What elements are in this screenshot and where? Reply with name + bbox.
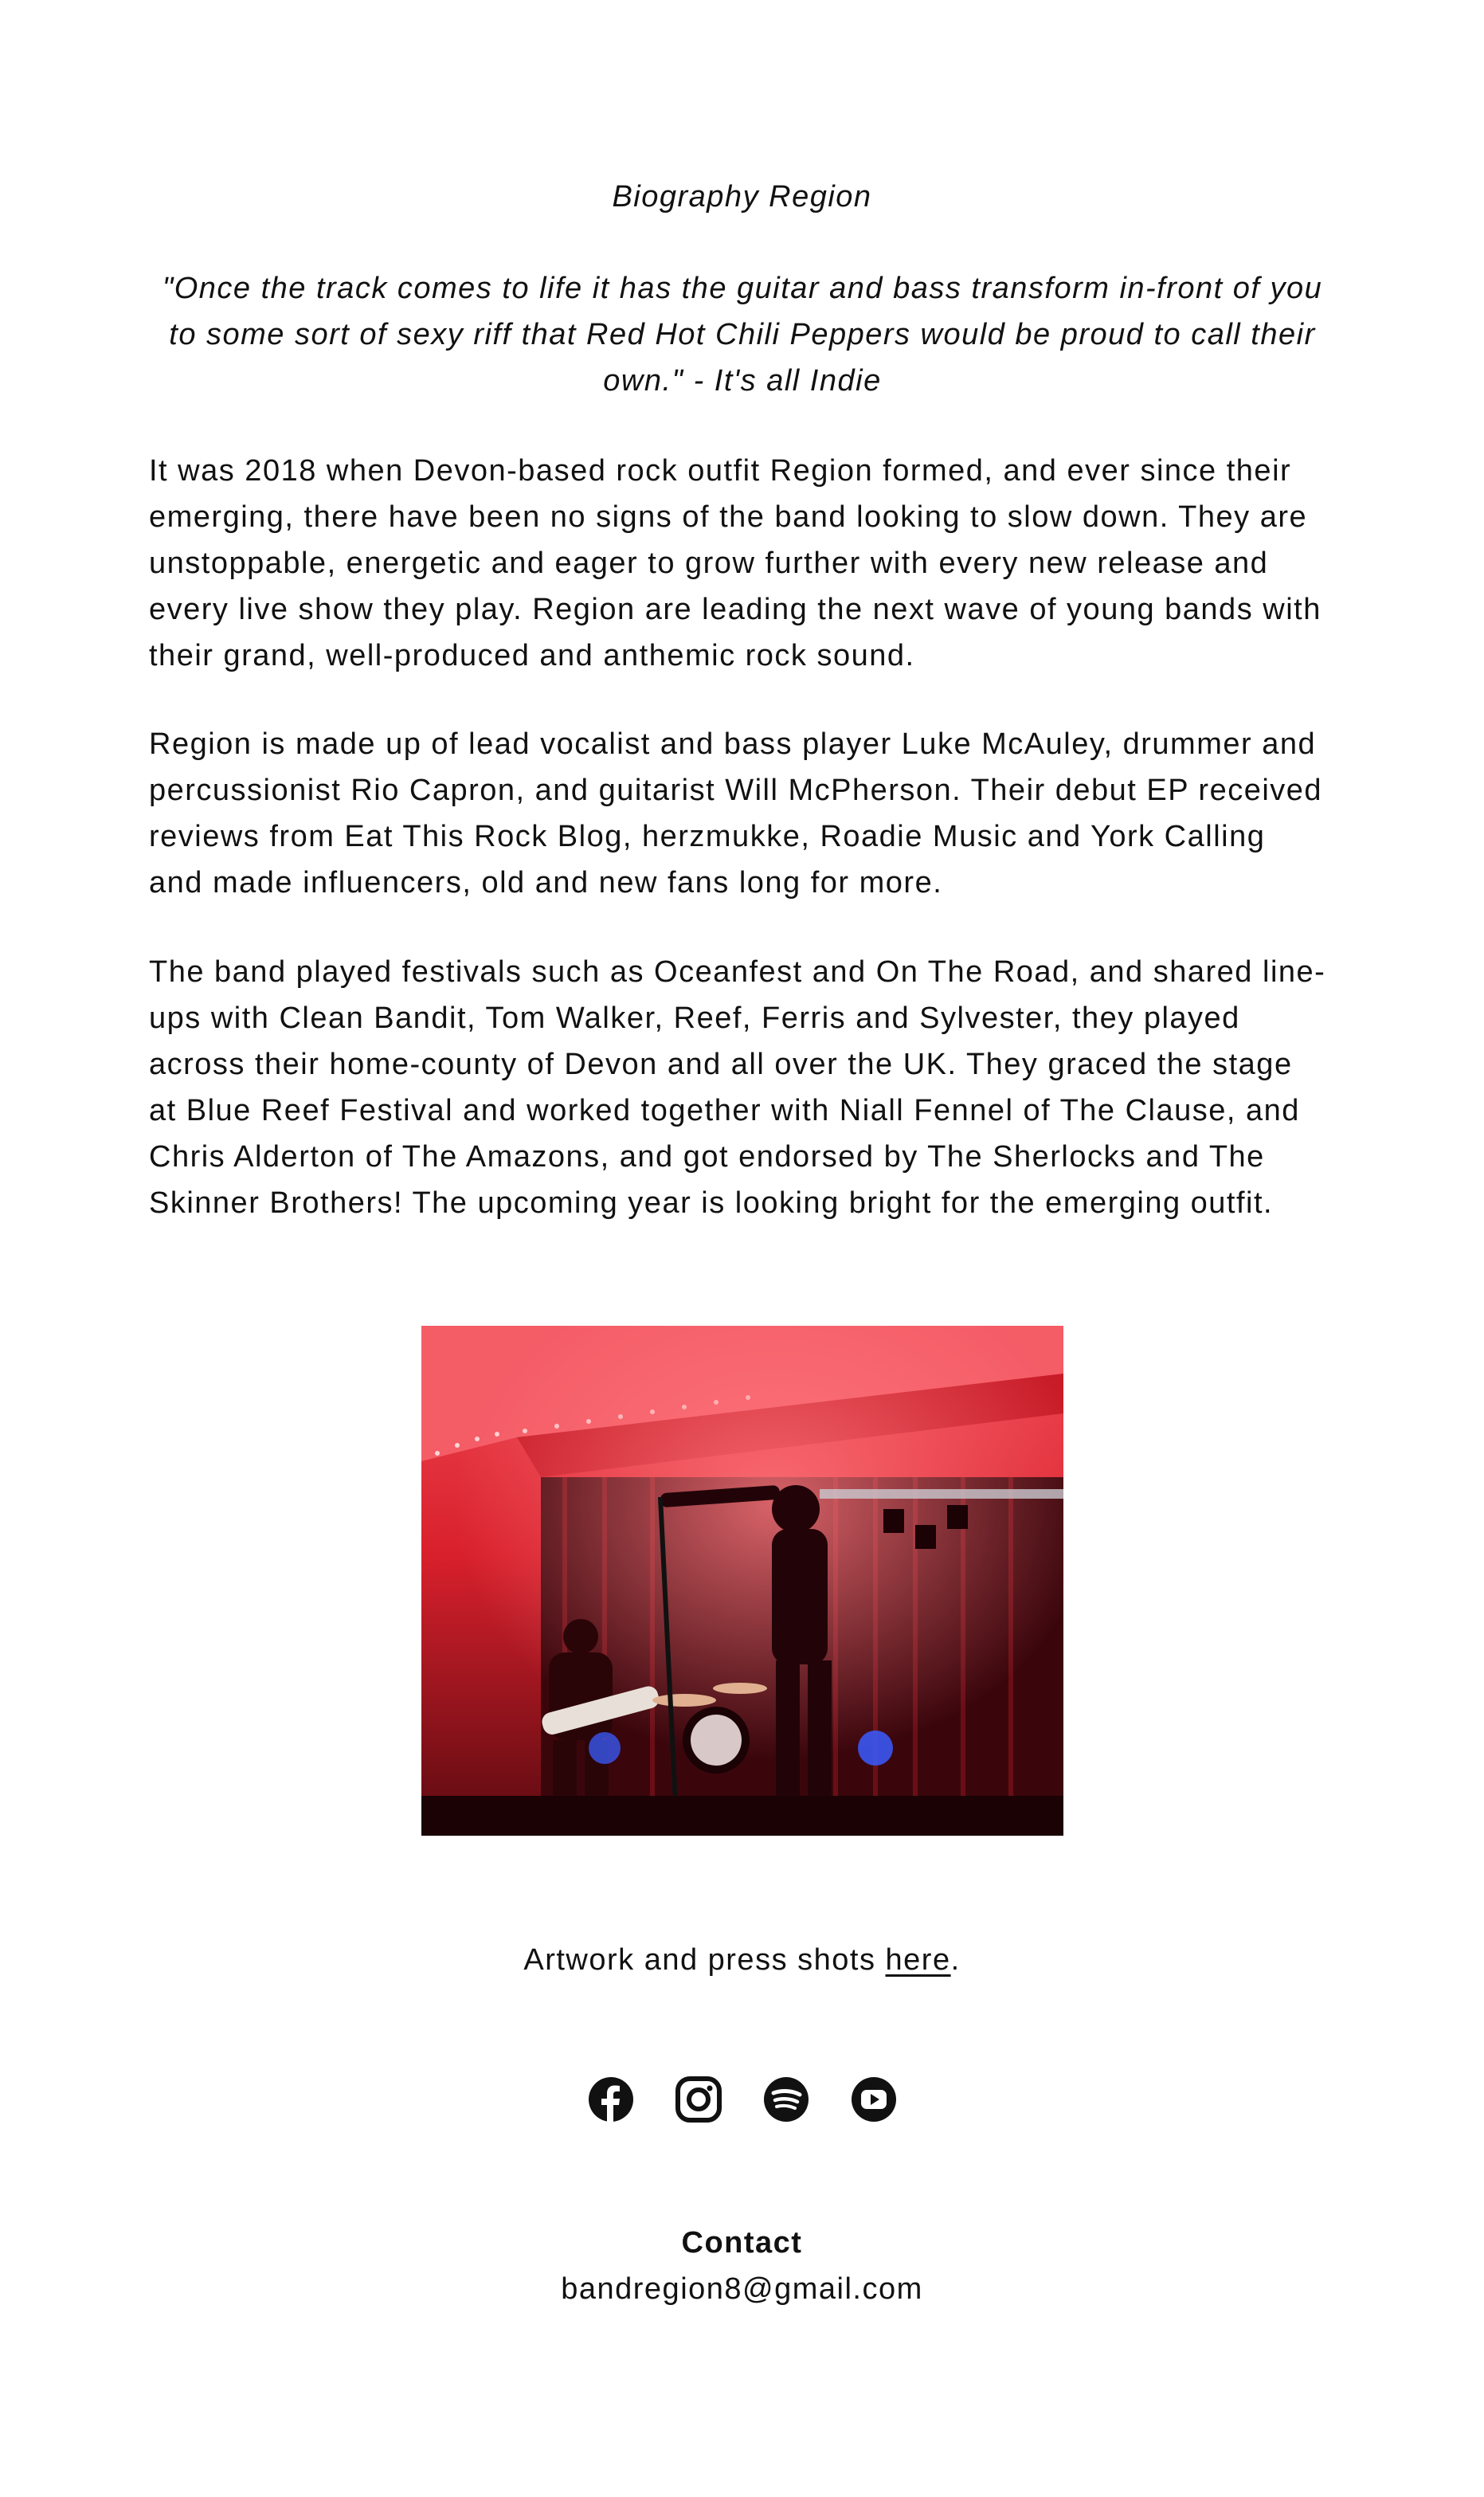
press-suffix: . (950, 1943, 961, 1977)
band-live-photo (421, 1326, 1063, 1836)
bio-quote: "Once the track comes to life it has the guitar and bass transform in-front of you to some sort of sexy riff that Red Hot Chili Peppers would be proud to call their own." - It's all Indie (162, 272, 1323, 398)
facebook-icon (588, 2076, 634, 2123)
press-line (0, 1937, 1484, 1983)
youtube-icon (851, 2076, 897, 2123)
bio-heading: Biography Region (612, 180, 872, 214)
contact-heading: Contact (681, 2226, 803, 2260)
bio-paragraph-3: The band played festivals such as Oceanfest and On The Road, and shared line-ups with Clean Bandit, Tom Walker, Reef, Ferris and Sylvester, they played across their home-county of Devon and all over the UK. They graced the stage at Blue Reef Festival and worked together with Niall Fennel of The Clause, and Chris Alderton of The Amazons, and got endorsed by The Sherlocks and The Skinner Brothers! The upcoming year is looking bright for the emerging outfit. (149, 955, 1326, 1220)
spotify-icon (763, 2076, 809, 2123)
youtube-link[interactable] (850, 2072, 898, 2127)
spotify-link[interactable] (762, 2072, 810, 2127)
facebook-link[interactable] (587, 2072, 635, 2127)
social-links (0, 2072, 1484, 2127)
bio-paragraph-1: It was 2018 when Devon-based rock outfit Region formed, and ever since their emerging, there have been no signs of the band looking to slow down. They are unstoppable, energetic and eager to grow further with every new release and every live show they play. Region are leading the next wave of young bands with their grand, well-produced and anthemic rock sound. (149, 454, 1322, 672)
instagram-link[interactable] (675, 2072, 722, 2127)
press-prefix: Artwork and press shots (523, 1943, 886, 1977)
contact-email[interactable]: bandregion8@gmail.com (561, 2272, 923, 2306)
press-shots-link[interactable]: here (885, 1943, 951, 1977)
instagram-icon (675, 2076, 722, 2123)
bio-paragraph-2: Region is made up of lead vocalist and bass player Luke McAuley, drummer and percussionist Rio Capron, and guitarist Will McPherson. Their debut EP received reviews from Eat This Rock Blog, herzmukke, Roadie Music and York Calling and made influencers, old and new fans long for more. (149, 727, 1323, 900)
